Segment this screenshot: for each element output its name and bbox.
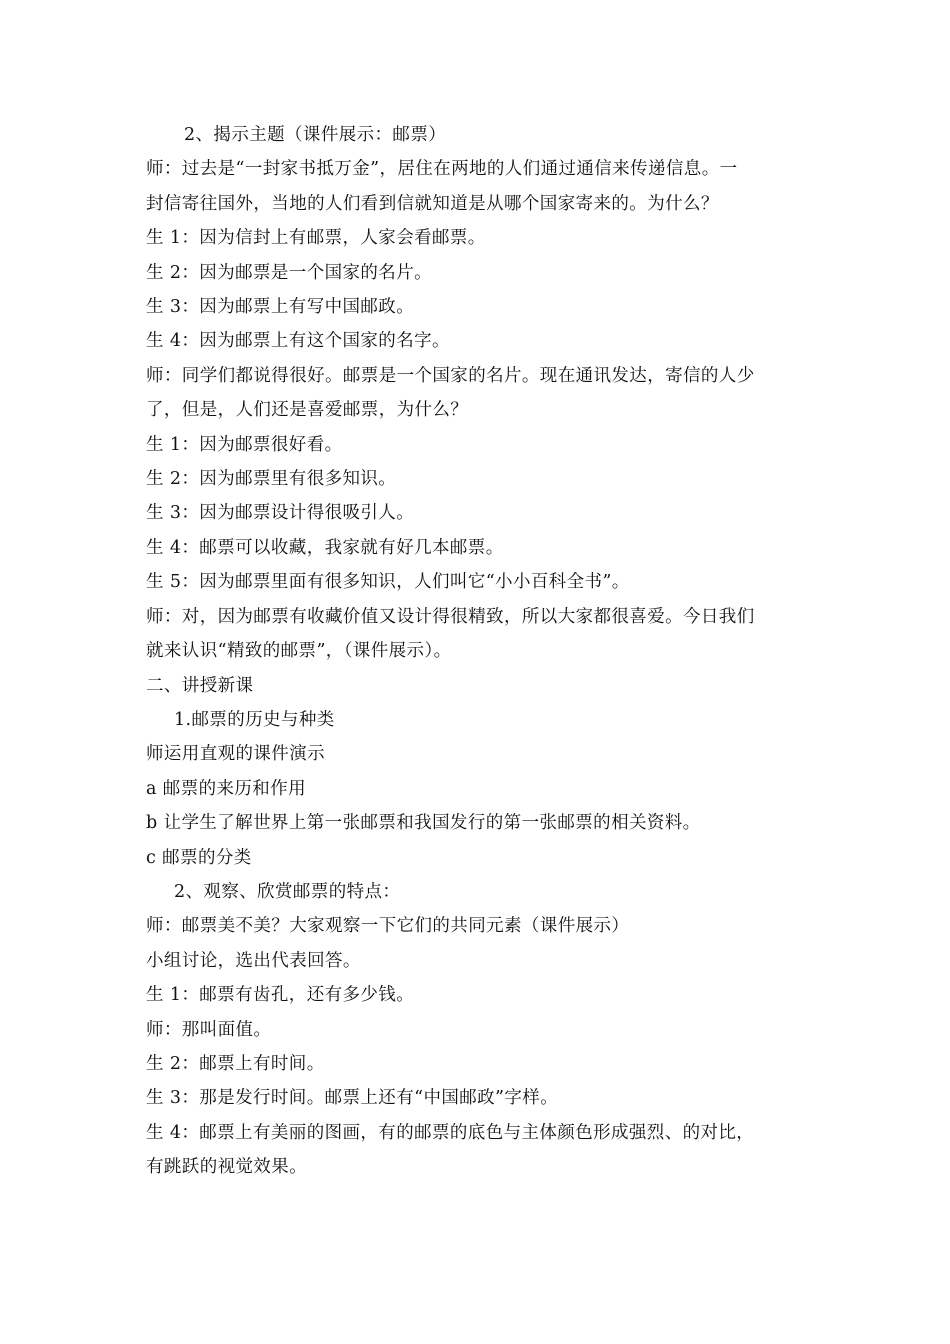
text-line: 就来认识“精致的邮票”，（课件展示）。 — [146, 641, 452, 662]
text-line: 生 4：邮票可以收藏，我家就有好几本邮票。 — [146, 537, 504, 558]
text-line: 师：那叫面值。 — [146, 1019, 272, 1040]
text-line: b 让学生了解世界上第一张邮票和我国发行的第一张邮票的相关资料。 — [146, 813, 701, 834]
text-line: 生 5：因为邮票里面有很多知识，人们叫它“小小百科全书”。 — [146, 572, 630, 593]
text-line: 生 2：邮票上有时间。 — [146, 1053, 325, 1074]
text-line: 有跳跃的视觉效果。 — [146, 1157, 308, 1178]
subsection-heading: 1.邮票的历史与种类 — [174, 709, 335, 730]
text-line: 了，但是，人们还是喜爱邮票，为什么？ — [146, 400, 469, 421]
text-line: 生 1：因为信封上有邮票，人家会看邮票。 — [146, 228, 486, 249]
text-line: a 邮票的来历和作用 — [146, 778, 306, 799]
text-line: 生 3：因为邮票设计得很吸引人。 — [146, 503, 415, 524]
text-line: 2、揭示主题（课件展示：邮票） — [184, 125, 447, 145]
text-line: 生 4：因为邮票上有这个国家的名字。 — [146, 331, 450, 352]
text-line: 生 1：邮票有齿孔，还有多少钱。 — [146, 985, 415, 1006]
text-line: 小组讨论，选出代表回答。 — [146, 950, 361, 971]
text-line: 生 2：因为邮票里有很多知识。 — [146, 469, 397, 490]
text-line: 生 4：邮票上有美丽的图画，有的邮票的底色与主体颜色形成强烈、的对比， — [146, 1122, 755, 1143]
text-line: 师：同学们都说得很好。邮票是一个国家的名片。现在通讯发达，寄信的人少 — [146, 365, 755, 386]
document-page — [146, 118, 816, 1185]
text-line: 封信寄往国外，当地的人们看到信就知道是从哪个国家寄来的。为什么？ — [146, 193, 719, 214]
text-line: 生 3：那是发行时间。邮票上还有“中国邮政”字样。 — [146, 1088, 559, 1109]
text-line: 师：对，因为邮票有收藏价值又设计得很精致，所以大家都很喜爱。今日我们 — [146, 606, 755, 627]
text-line: 生 2：因为邮票是一个国家的名片。 — [146, 262, 432, 283]
subsection-heading: 2、观察、欣赏邮票的特点： — [174, 881, 401, 902]
text-line: c 邮票的分类 — [146, 847, 252, 868]
text-line: 师运用直观的课件演示 — [146, 744, 325, 765]
text-line: 师：过去是“一封家书抵万金”，居住在两地的人们通过通信来传递信息。一 — [146, 159, 738, 180]
text-line: 师：邮票美不美？大家观察一下它们的共同元素（课件展示） — [146, 916, 630, 937]
text-line: 生 3：因为邮票上有写中国邮政。 — [146, 297, 415, 318]
section-heading: 二、讲授新课 — [146, 675, 254, 696]
text-line: 生 1：因为邮票很好看。 — [146, 434, 343, 455]
